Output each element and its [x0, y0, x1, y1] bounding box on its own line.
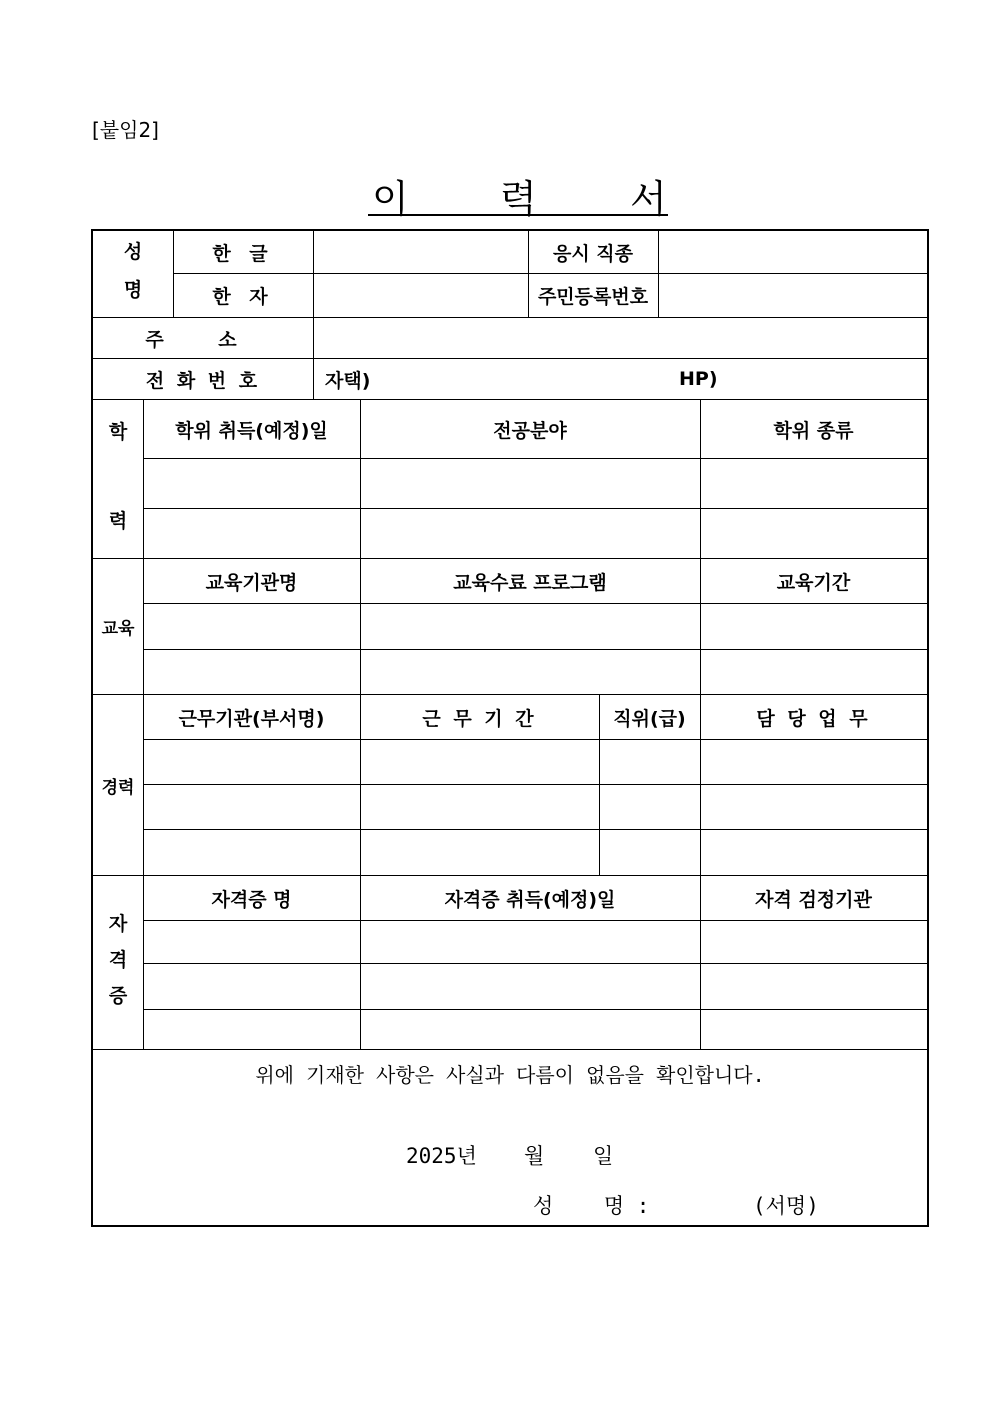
- document-title: [368, 168, 668, 221]
- confirmation-day: 일: [593, 1144, 614, 1168]
- education-row-1-degree[interactable]: [701, 459, 927, 508]
- training-row-2-program[interactable]: [361, 650, 700, 694]
- certificate-row-1-authority[interactable]: [701, 921, 927, 963]
- certificate-label-3: 증: [108, 985, 128, 1007]
- career-row-2-position[interactable]: [600, 785, 700, 829]
- career-period-header: 근 무 기 간: [422, 707, 537, 730]
- certificate-label-2: 격: [108, 949, 128, 971]
- phone-label: 전 화 번 호: [145, 369, 261, 392]
- certificate-row-2-name[interactable]: [144, 964, 360, 1009]
- resident-id-field[interactable]: [659, 274, 927, 317]
- hangul-label: 한 글: [212, 242, 274, 265]
- career-row-3-period[interactable]: [361, 830, 599, 875]
- training-period-header: 교육기간: [776, 571, 851, 594]
- confirmation-year: 2025년: [406, 1144, 477, 1168]
- certificate-label-1: 자: [108, 913, 128, 935]
- career-row-2-employer[interactable]: [144, 785, 360, 829]
- training-institution-header: 교육기관명: [205, 571, 298, 594]
- training-row-1-institution[interactable]: [144, 604, 360, 649]
- resident-id-label: 주민등록번호: [537, 286, 649, 308]
- career-row-1-period[interactable]: [361, 740, 599, 784]
- career-row-3-position[interactable]: [600, 830, 700, 875]
- confirmation-month: 월: [524, 1144, 545, 1168]
- signer-name-label: 성 명 :: [533, 1194, 650, 1218]
- mobile-phone-label: HP): [679, 368, 718, 390]
- attachment-label: [붙임2]: [92, 118, 159, 142]
- career-row-1-employer[interactable]: [144, 740, 360, 784]
- career-row-1-position[interactable]: [600, 740, 700, 784]
- career-position-header: 직위(급): [613, 707, 686, 730]
- career-row-3-duties[interactable]: [701, 830, 927, 875]
- training-label: 교육: [101, 619, 135, 639]
- career-employer-header: 근무기관(부서명): [178, 707, 325, 730]
- major-header: 전공분야: [493, 419, 567, 442]
- career-row-1-duties[interactable]: [701, 740, 927, 784]
- name-label-top: 성: [123, 241, 143, 263]
- name-label-bottom: 명: [123, 279, 143, 301]
- title-char-1: 이: [372, 177, 409, 221]
- career-label: 경력: [101, 777, 135, 798]
- certificate-row-1-name[interactable]: [144, 921, 360, 963]
- title-char-3: 서: [630, 177, 667, 221]
- training-program-header: 교육수료 프로그램: [453, 571, 607, 594]
- home-phone-field[interactable]: [383, 359, 663, 399]
- certificate-row-3-name[interactable]: [144, 1010, 360, 1049]
- education-row-2-date[interactable]: [144, 509, 360, 558]
- certificate-row-2-authority[interactable]: [701, 964, 927, 1009]
- career-duties-header: 담 당 업 무: [756, 707, 871, 730]
- training-row-2-institution[interactable]: [144, 650, 360, 694]
- certificate-row-3-authority[interactable]: [701, 1010, 927, 1049]
- address-label: 주 소: [145, 328, 261, 351]
- resume-form: [91, 229, 929, 1227]
- hanja-label: 한 자: [212, 286, 274, 308]
- certificate-row-1-date[interactable]: [361, 921, 700, 963]
- career-row-2-duties[interactable]: [701, 785, 927, 829]
- training-row-2-period[interactable]: [701, 650, 927, 694]
- education-row-1-major[interactable]: [361, 459, 700, 508]
- confirmation-statement: 위에 기재한 사항은 사실과 다름이 없음을 확인합니다.: [255, 1063, 765, 1087]
- education-label-bottom: 력: [108, 510, 128, 532]
- career-row-3-employer[interactable]: [144, 830, 360, 875]
- address-field[interactable]: [314, 318, 927, 358]
- signer-name-field[interactable]: [638, 1186, 748, 1218]
- certificate-name-header: 자격증 명: [211, 888, 292, 911]
- degree-date-header: 학위 취득(예정)일: [175, 419, 328, 442]
- certificate-authority-header: 자격 검정기관: [755, 888, 872, 911]
- education-row-2-major[interactable]: [361, 509, 700, 558]
- education-row-2-degree[interactable]: [701, 509, 927, 558]
- training-row-1-program[interactable]: [361, 604, 700, 649]
- position-label: 응시 직종: [552, 242, 634, 265]
- career-row-2-period[interactable]: [361, 785, 599, 829]
- signature-label: (서명): [753, 1194, 819, 1218]
- hanja-name-field[interactable]: [314, 274, 528, 317]
- position-field[interactable]: [659, 231, 927, 273]
- hangul-name-field[interactable]: [314, 231, 528, 273]
- certificate-date-header: 자격증 취득(예정)일: [444, 888, 616, 911]
- education-row-1-date[interactable]: [144, 459, 360, 508]
- certificate-row-2-date[interactable]: [361, 964, 700, 1009]
- degree-type-header: 학위 종류: [773, 419, 854, 442]
- title-char-2: 력: [500, 177, 537, 221]
- mobile-phone-field[interactable]: [723, 359, 923, 399]
- certificate-row-3-date[interactable]: [361, 1010, 700, 1049]
- training-row-1-period[interactable]: [701, 604, 927, 649]
- home-phone-label: 자택): [325, 369, 371, 392]
- education-label-top: 학: [108, 421, 128, 443]
